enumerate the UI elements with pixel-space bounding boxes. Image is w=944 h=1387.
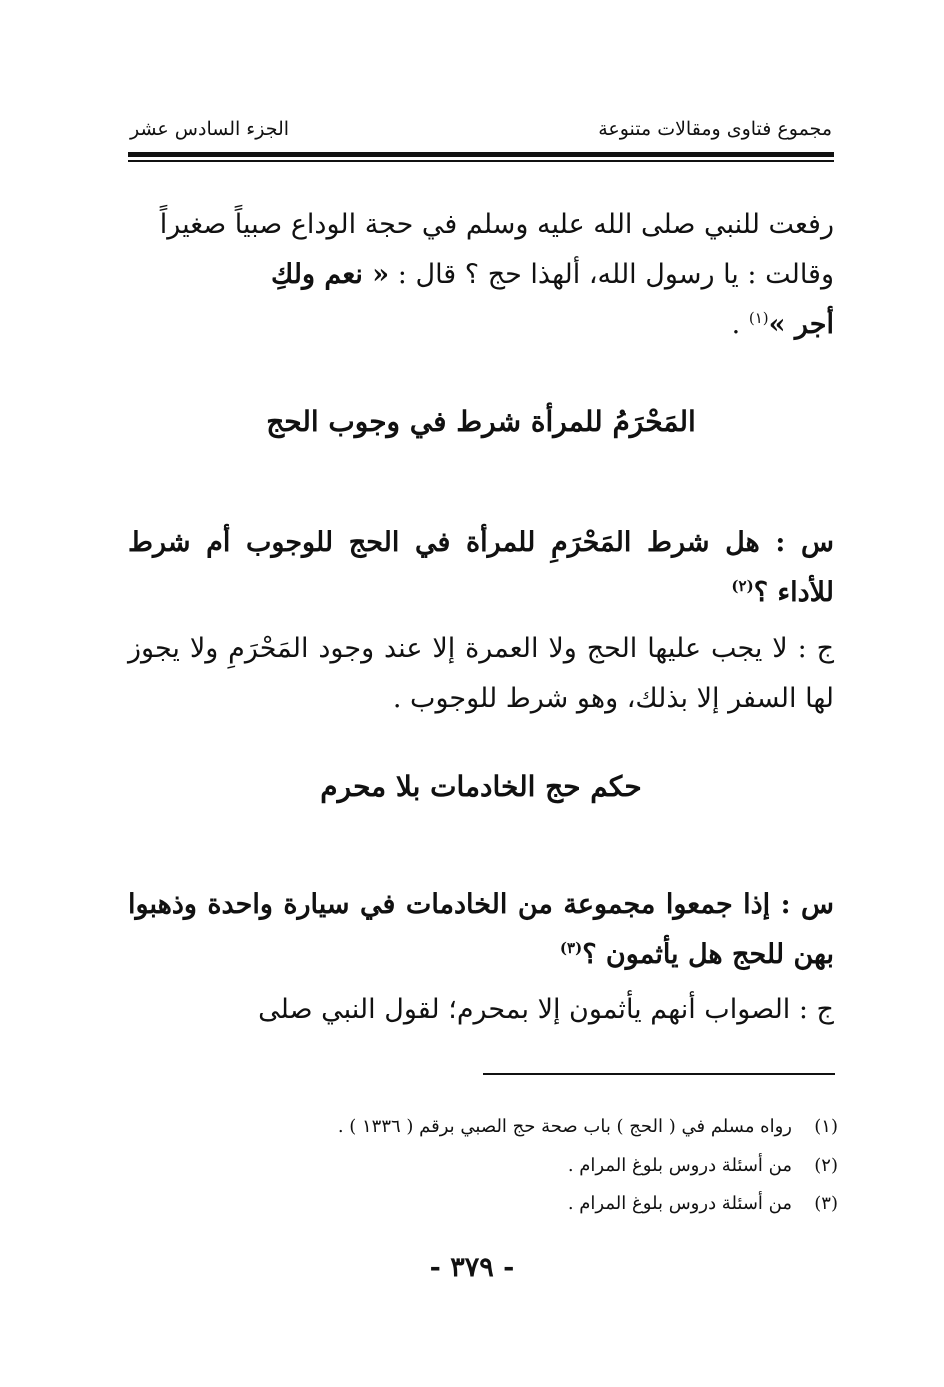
intro-line-2-text: وقالت : يا رسول الله، ألهذا حج ؟ قال :	[389, 258, 834, 290]
hadith-quote-end: أجر »	[768, 308, 834, 340]
question-1	[128, 518, 834, 618]
footnote-separator	[483, 1073, 835, 1075]
intro-line-3-end: .	[731, 308, 749, 340]
footnote-number: (٣)	[814, 1193, 838, 1215]
answer-2: ج : الصواب أنهم يأثمون إلا بمحرم؛ لقول النبي صلى	[258, 994, 834, 1025]
intro-line-3	[128, 300, 834, 350]
question-2-text: س : إذا جمعوا مجموعة من الخادمات في سيارة واحدة وذهبوا بهن للحج هل يأثمون ؟	[128, 889, 834, 970]
footnote-text: من أسئلة دروس بلوغ المرام .	[567, 1154, 792, 1176]
header-rule-thin	[128, 160, 834, 162]
header-book-title: مجموع فتاوى ومقالات متنوعة	[598, 118, 832, 140]
footnote-item	[128, 1185, 838, 1224]
footnote-item	[128, 1147, 838, 1186]
section-heading-1: المَحْرَمُ للمرأة شرط في وجوب الحج	[266, 405, 696, 438]
intro-line-1: رفعت للنبي صلى الله عليه وسلم في حجة الوداع صبياً صغيراً	[159, 209, 834, 240]
page-number: - ٣٧٩ -	[429, 1252, 515, 1283]
running-header	[130, 112, 832, 146]
footnote-text: رواه مسلم في ( الحج ) باب صحة حج الصبي برقم ( ١٣٣٦ ) .	[337, 1116, 792, 1137]
header-rule-thick	[128, 152, 834, 157]
intro-line-2	[128, 250, 834, 300]
footnote-item	[128, 1108, 838, 1147]
question-2	[128, 880, 834, 980]
footnote-ref-1[interactable]: (١)	[748, 308, 769, 327]
footnotes	[128, 1108, 838, 1224]
footnote-number: (٢)	[814, 1154, 838, 1176]
hadith-quote-start: « نعم ولكِ	[270, 258, 390, 290]
footnote-ref-2[interactable]: (٢)	[731, 576, 754, 595]
footnote-text: من أسئلة دروس بلوغ المرام .	[567, 1193, 792, 1215]
footnote-ref-3[interactable]: (٣)	[559, 938, 583, 957]
footnote-number: (١)	[814, 1116, 838, 1137]
section-heading-2: حكم حج الخادمات بلا محرم	[320, 770, 642, 803]
intro-paragraph	[128, 200, 834, 350]
question-1-text: س : هل شرط المَحْرَمِ للمرأة في الحج للوجوب أم شرط للأداء ؟	[128, 527, 834, 608]
header-volume: الجزء السادس عشر	[130, 118, 290, 140]
answer-1: ج : لا يجب عليها الحج ولا العمرة إلا عند وجود المَحْرَمِ ولا يجوز لها السفر إلا بذلك، وهو شرط للوجوب .	[128, 633, 834, 714]
